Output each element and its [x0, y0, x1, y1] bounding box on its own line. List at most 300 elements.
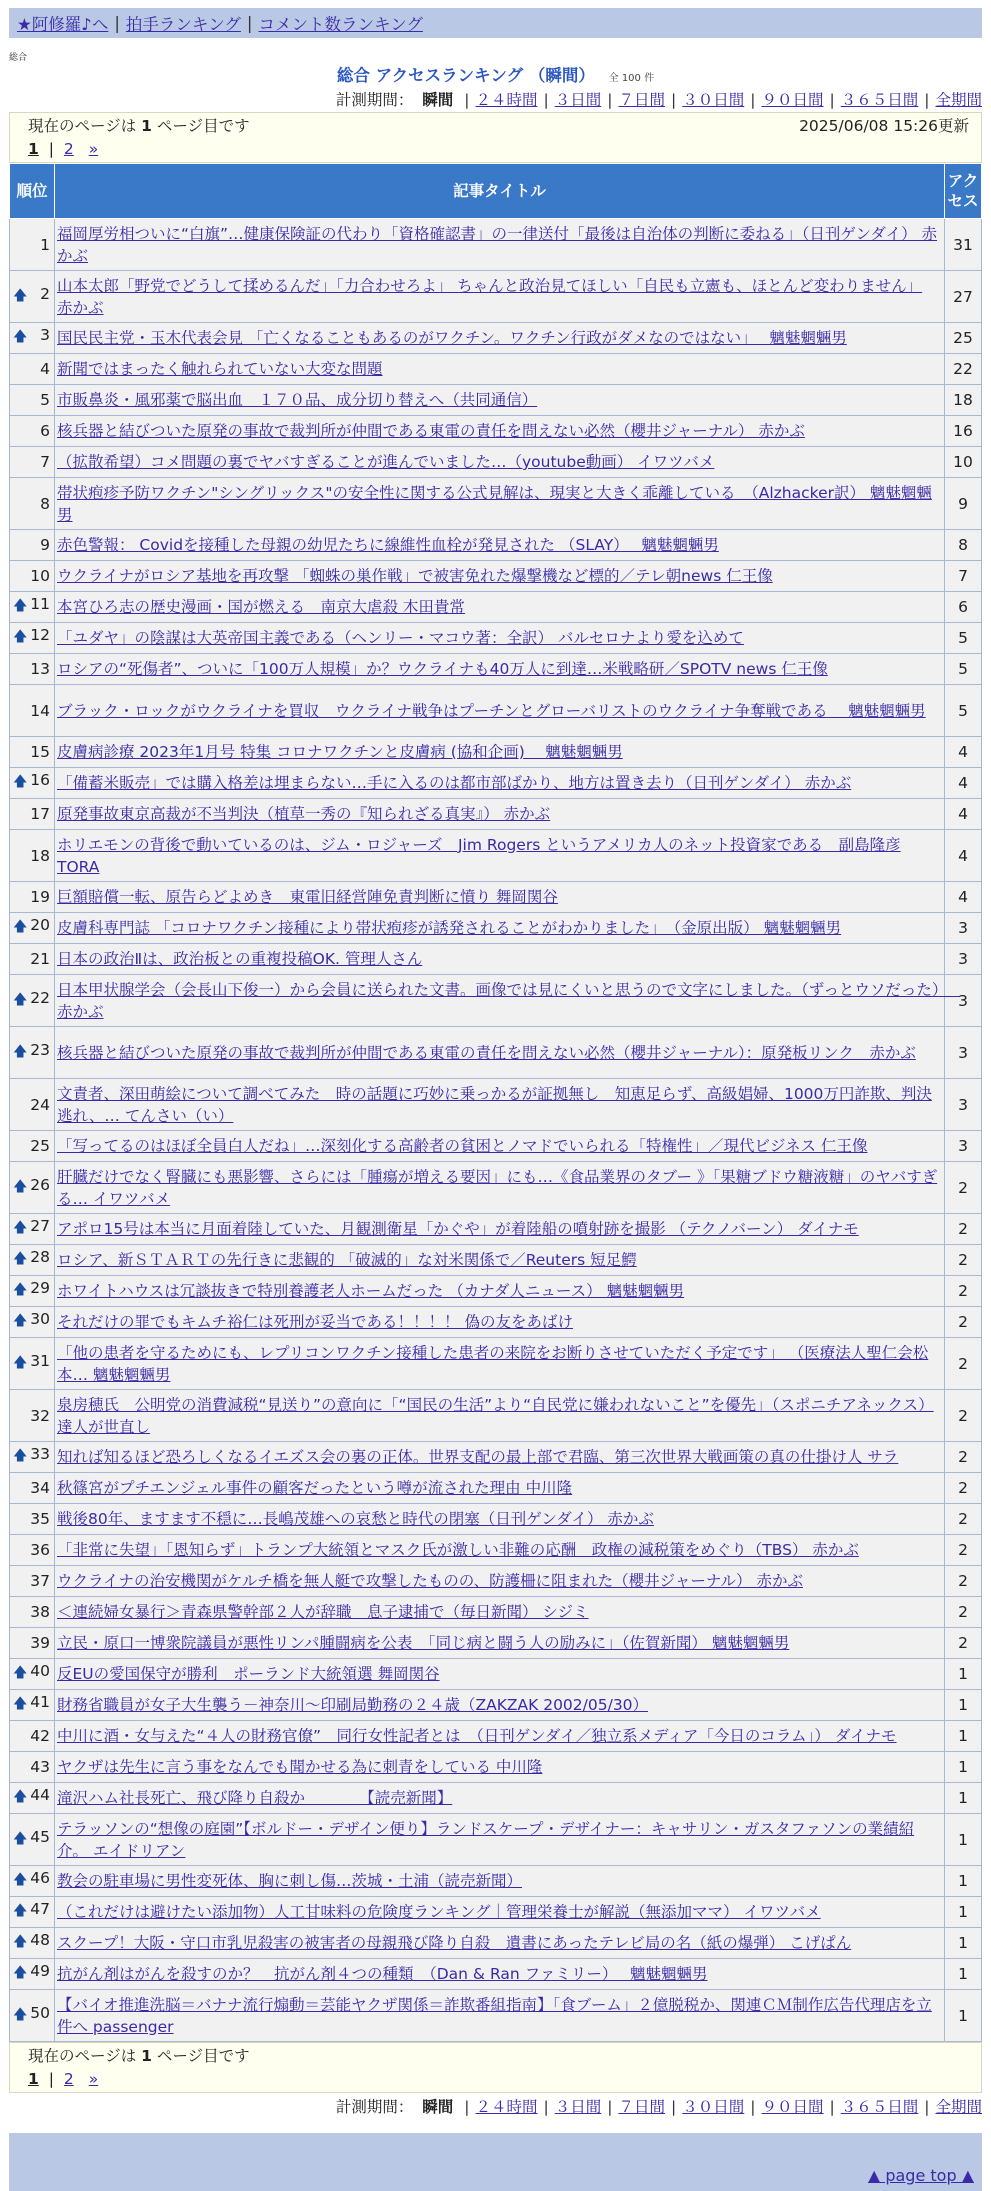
table-row	[10, 1990, 982, 2042]
rank-number: 38	[30, 1603, 50, 1621]
article-link[interactable]: ホワイトハウスは冗談抜きで特別養護老人ホームだった （カナダ人ニュース） 魑魅魍魎男	[57, 1282, 685, 1300]
access-count: 3	[945, 975, 982, 1027]
access-count: 1	[945, 1783, 982, 1814]
article-link[interactable]: 「ユダヤ」の陰謀は大英帝国主義である（ヘンリー・マコウ著：全訳） バルセロナより愛を込めて	[57, 629, 744, 647]
title-cell	[55, 768, 945, 799]
title-cell	[55, 1079, 945, 1131]
up-arrow-icon: 🡅	[13, 1696, 28, 1712]
rank-cell	[10, 354, 55, 385]
access-count: 1	[945, 1721, 982, 1752]
total-count: 全 100 件	[608, 73, 655, 84]
rank-number: 13	[30, 660, 50, 678]
article-link[interactable]: スクープ！大阪・守口市乳児殺害の被害者の母親飛び降り自殺 遺書にあったテレビ局の名（紙の爆弾） こげぱん	[57, 1934, 852, 1952]
article-link[interactable]: 「備蓄米販売」では購入格差は埋まらない…手に入るのは都市部ばかり、地方は置き去り（日刊ゲンダイ） 赤かぶ	[57, 774, 852, 792]
period-selector-bottom	[9, 2095, 982, 2119]
up-arrow-icon: 🡅	[13, 991, 28, 1008]
access-count: 3	[945, 1027, 982, 1079]
title-cell	[55, 1390, 945, 1442]
rank-cell	[10, 685, 55, 737]
article-link[interactable]: それだけの罪でもキムチ裕仁は死刑が妥当である！！！！ 偽の友をあばけ	[57, 1313, 573, 1331]
access-count: 2	[945, 1390, 982, 1442]
rank-number: 26	[30, 1175, 50, 1194]
table-row	[10, 1276, 982, 1307]
page-links-bottom: 1 | 2 »	[28, 2070, 99, 2088]
rank-number: 30	[30, 1310, 50, 1328]
rank-cell	[10, 592, 55, 623]
up-arrow-icon: 🡅	[13, 1043, 28, 1060]
rank-cell	[10, 1866, 55, 1897]
next-page-link[interactable]: »	[88, 140, 99, 158]
article-link[interactable]: 「非常に失望」「恩知らず」トランプ大統領とマスク氏が激しい非難の応酬 政権の減税策をめぐり（TBS） 赤かぶ	[57, 1541, 859, 1559]
table-row	[10, 530, 982, 561]
rank-cell	[10, 323, 55, 354]
article-link[interactable]: ブラック・ロックがウクライナを買収 ウクライナ戦争はプーチンとグローバリストのウクライナ争奪戦である 魑魅魍魎男	[57, 701, 926, 720]
table-row	[10, 416, 982, 447]
period-current: 瞬間	[422, 91, 454, 109]
article-link[interactable]: 【バイオ推進洗脳＝バナナ流行煽動＝芸能ヤクザ関係＝詐欺番組指南】「食ブーム」２億脱税か、関連ＣＭ制作広告代理店を立件へ passenger	[57, 1995, 932, 2036]
page-links: 1 | 2 »	[28, 140, 99, 158]
access-count: 22	[945, 354, 982, 385]
rank-number: 10	[30, 567, 50, 585]
access-count: 5	[945, 685, 982, 737]
access-count: 3	[945, 1079, 982, 1131]
article-link[interactable]: 文責者、深田萌絵について調べてみた 時の話題に巧妙に乗っかるが証拠無し 知恵足らず、高級娼婦、1000万円詐欺、判決逃れ、… てんさい（い）	[57, 1084, 932, 1125]
title-cell	[55, 975, 961, 1027]
top-nav-bar: ★阿修羅♪へ | 拍手ランキング | コメント数ランキング	[9, 8, 982, 38]
article-link[interactable]: 立民・原口一博衆院議員が悪性リンパ腫闘病を公表 「同じ病と闘う人の励みに」（佐賀新聞） 魑魅魍魎男	[57, 1634, 790, 1652]
title-cell	[55, 447, 945, 478]
table-row	[10, 1390, 982, 1442]
access-count: 3	[945, 944, 982, 975]
table-row	[10, 830, 982, 882]
table-row	[10, 768, 982, 799]
table-row	[10, 799, 982, 830]
rank-cell	[10, 1897, 55, 1928]
up-arrow-icon: 🡅	[13, 1903, 28, 1919]
period-link-3[interactable]: ３０日間	[682, 91, 745, 109]
rank-number: 22	[30, 988, 50, 1007]
title-cell	[55, 1566, 945, 1597]
article-link[interactable]: ＜連続婦女暴行＞青森県警幹部２人が辞職 息子逮捕で（毎日新聞） シジミ	[57, 1603, 589, 1621]
title-cell	[55, 1690, 945, 1721]
title-cell	[55, 1752, 945, 1783]
article-link[interactable]: 秋篠宮がプチエンジェル事件の顧客だったという噂が流された理由 中川隆	[57, 1479, 573, 1497]
rank-number: 5	[40, 391, 50, 409]
article-link[interactable]: 日本甲状腺学会（会長山下俊一）から会員に送られた文書。画像では見にくいと思うので文字にしました。（ずっとウソだった） 赤かぶ	[57, 980, 961, 1021]
rank-cell	[10, 830, 55, 882]
article-link[interactable]: 本宮ひろ志の歴史漫画・国が燃える 南京大虐殺 木田貴常	[57, 598, 465, 616]
article-link[interactable]: 反EUの愛国保守が勝利 ポーランド大統領選 舞岡関谷	[57, 1665, 440, 1683]
title-cell	[55, 1959, 945, 1990]
rank-number: 18	[30, 846, 50, 865]
rank-number: 25	[30, 1137, 50, 1155]
up-arrow-icon: 🡅	[13, 1313, 28, 1329]
article-link[interactable]: ホリエモンの背後で動いているのは、ジム・ロジャーズ Jim Rogers というアメリカ人のネット投資家である 副島隆彦 TORA	[57, 835, 901, 876]
rank-cell	[10, 219, 55, 271]
article-link[interactable]: 帯状疱疹予防ワクチン"シングリックス"の安全性に関する公式見解は、現実と大きく乖離している （Alzhacker訳） 魑魅魍魎男	[57, 483, 932, 524]
access-count: 5	[945, 623, 982, 654]
title-cell	[55, 1628, 945, 1659]
period-selector-top	[9, 88, 982, 112]
title-cell	[55, 1721, 945, 1752]
table-row	[10, 685, 982, 737]
article-link[interactable]: ロシア、新ＳＴＡＲＴの先行きに悲観的 「破滅的」な対米関係で／Reuters 短足鰐	[57, 1251, 637, 1269]
access-count: 1	[945, 1752, 982, 1783]
article-link[interactable]: 肝臓だけでなく腎臓にも悪影響、さらには「腫瘍が増える要因」にも…《食品業界のタブー 》「果糖ブドウ糖液糖」のヤバすぎる… イワツバメ	[57, 1167, 938, 1208]
home-link[interactable]: ★阿修羅♪へ	[17, 15, 109, 34]
title-header: 記事タイトル	[55, 164, 945, 219]
rank-cell	[10, 623, 55, 654]
access-count: 6	[945, 592, 982, 623]
access-count: 2	[945, 1504, 982, 1535]
comment-ranking-link[interactable]: コメント数ランキング	[258, 15, 423, 34]
period-link-6[interactable]: 全期間	[935, 91, 982, 109]
period-link-3-bottom[interactable]: ３０日間	[682, 2098, 745, 2116]
rank-number: 46	[30, 1869, 50, 1887]
title-cell	[55, 219, 945, 271]
access-count: 3	[945, 1131, 982, 1162]
title-cell	[55, 561, 945, 592]
access-count: 16	[945, 416, 982, 447]
page-link-1: 1	[28, 140, 39, 158]
access-count: 1	[945, 1990, 982, 2042]
rank-cell	[10, 1566, 55, 1597]
article-link[interactable]: 核兵器と結びついた原発の事故で裁判所が仲間である東電の責任を問えない必然（櫻井ジャーナル） 赤かぶ	[57, 422, 805, 440]
article-link[interactable]: 皮膚科専門誌 「コロナワクチン接種により帯状疱疹が誘発されることがわかりました」 （金原出版） 魑魅魍魎男	[57, 919, 842, 937]
title-cell	[55, 737, 945, 768]
rank-number: 31	[30, 1351, 50, 1370]
section-tag: 総合	[9, 53, 28, 63]
rank-cell	[10, 1752, 55, 1783]
rank-cell	[10, 385, 55, 416]
period-link-4-bottom[interactable]: ９０日間	[761, 2098, 824, 2116]
rank-number: 36	[30, 1541, 50, 1559]
rank-cell	[10, 1959, 55, 1990]
article-link[interactable]: 教会の駐車場に男性変死体、胸に刺し傷…茨城・土浦（読売新聞）	[57, 1872, 523, 1890]
article-link[interactable]: 新聞ではまったく触れられていない大変な問題	[57, 360, 383, 378]
article-link[interactable]: 市販鼻炎・風邪薬で脳出血 １７０品、成分切り替えへ（共同通信）	[57, 391, 538, 409]
access-count: 1	[945, 1659, 982, 1690]
up-arrow-icon: 🡅	[13, 1448, 28, 1464]
article-link[interactable]: 「他の患者を守るためにも、レプリコンワクチン接種した患者の来院をお断りさせていただく予定です」 （医療法人聖仁会松本… 魑魅魍魎男	[57, 1343, 929, 1384]
table-row	[10, 1442, 982, 1473]
article-link[interactable]: 戦後80年、ますます不穏に…長嶋茂雄への哀愁と時代の閉塞（日刊ゲンダイ） 赤かぶ	[57, 1510, 654, 1528]
rank-number: 2	[40, 284, 50, 303]
page-title	[9, 64, 982, 88]
table-row	[10, 1535, 982, 1566]
access-count: 1	[945, 1814, 982, 1866]
current-page-text	[28, 115, 250, 138]
article-link[interactable]: ウクライナがロシア基地を再攻撃 「蜘蛛の巣作戦」で被害免れた爆撃機など標的／テレ朝news 仁王像	[57, 567, 773, 585]
table-row	[10, 1928, 982, 1959]
access-count: 9	[945, 478, 982, 530]
access-count: 1	[945, 1897, 982, 1928]
up-arrow-icon: 🡅	[13, 1789, 28, 1805]
title-cell	[55, 478, 945, 530]
article-link[interactable]: テラッソンの“想像の庭園”【ボルドー・デザイン便り】ランドスケープ・デザイナー：キャサリン・ガスタファソンの業績紹介。 エイドリアン	[57, 1819, 915, 1860]
access-count: 2	[945, 1338, 982, 1390]
up-arrow-icon: 🡅	[13, 598, 28, 614]
period-current-bottom: 瞬間	[422, 2098, 454, 2116]
rank-cell	[10, 530, 55, 561]
title-cell	[55, 1162, 945, 1214]
table-row	[10, 1473, 982, 1504]
table-row	[10, 385, 982, 416]
title-cell	[55, 385, 945, 416]
article-link[interactable]: 国民民主党・玉木代表会見 「亡くなることもあるのがワクチン。ワクチン行政がダメなのではない」 魑魅魍魎男	[57, 329, 847, 347]
article-link[interactable]: ヤクザは先生に言う事をなんでも聞かせる為に刺青をしている 中川隆	[57, 1758, 543, 1776]
period-link-6-bottom[interactable]: 全期間	[935, 2098, 982, 2116]
period-links-bottom: | ２４時間 | ３日間 | ７日間 | ３０日間 | ９０日間 | ３６５日間 | 全期間	[464, 2098, 982, 2116]
current-page-number: 1	[141, 117, 152, 135]
rank-number: 15	[30, 743, 50, 761]
rank-cell	[10, 1659, 55, 1690]
period-link-5-bottom[interactable]: ３６５日間	[840, 2098, 919, 2116]
access-count: 18	[945, 385, 982, 416]
rank-number: 43	[30, 1758, 50, 1776]
table-row	[10, 478, 982, 530]
table-row	[10, 1504, 982, 1535]
rank-cell	[10, 1245, 55, 1276]
article-link[interactable]: 原発事故東京高裁が不当判決（植草一秀の『知られざる真実』） 赤かぶ	[57, 805, 551, 823]
rank-number: 19	[30, 888, 50, 906]
title-cell	[55, 1442, 945, 1473]
access-count: 2	[945, 1628, 982, 1659]
rank-cell	[10, 1597, 55, 1628]
rank-cell	[10, 1338, 55, 1390]
rank-number: 47	[30, 1900, 50, 1918]
article-link[interactable]: 皮膚病診療 2023年1月号 特集 コロナワクチンと皮膚病 (協和企画) 魑魅魍魎男	[57, 743, 623, 761]
table-row	[10, 1721, 982, 1752]
access-count: 2	[945, 1276, 982, 1307]
rank-cell	[10, 1814, 55, 1866]
title-cell	[55, 1814, 945, 1866]
rank-number: 35	[30, 1510, 50, 1528]
up-arrow-icon: 🡅	[13, 919, 28, 935]
article-link[interactable]: 福岡厚労相ついに“白旗”…健康保険証の代わり「資格確認書」の一律送付「最後は自治体の判断に委ねる」（日刊ゲンダイ） 赤かぶ	[57, 224, 938, 265]
period-links: | ２４時間 | ３日間 | ７日間 | ３０日間 | ９０日間 | ３６５日間 | 全期間	[464, 91, 982, 109]
title-cell	[55, 416, 945, 447]
title-cell	[55, 592, 945, 623]
table-row	[10, 1027, 982, 1079]
article-link[interactable]: 滝沢ハム社長死亡、飛び降り自殺か 【読売新聞】	[57, 1789, 453, 1807]
table-row	[10, 1131, 982, 1162]
title-cell	[55, 1276, 945, 1307]
period-link-0-bottom[interactable]: ２４時間	[475, 2098, 538, 2116]
article-link[interactable]: 山本太郎「野党でどうして揉めるんだ」「力合わせろよ」 ちゃんと政治見てほしい「自民も立憲も、ほとんど変わりません」 赤かぶ	[57, 276, 923, 317]
rank-cell	[10, 1442, 55, 1473]
rank-cell	[10, 478, 55, 530]
rank-cell	[10, 1690, 55, 1721]
title-cell	[55, 654, 945, 685]
period-link-0[interactable]: ２４時間	[475, 91, 538, 109]
title-cell	[55, 1535, 945, 1566]
table-row	[10, 1597, 982, 1628]
title-cell	[55, 1928, 945, 1959]
rank-number: 14	[30, 701, 50, 720]
access-count: 2	[945, 1162, 982, 1214]
access-count: 2	[945, 1566, 982, 1597]
table-row	[10, 882, 982, 913]
rank-cell	[10, 975, 55, 1027]
rank-number: 20	[30, 916, 50, 934]
article-link[interactable]: 財務省職員が女子大生襲う－神奈川～印刷局勤務の２４歳（ZAKZAK 2002/05/30）	[57, 1696, 649, 1714]
rank-number: 33	[30, 1445, 50, 1463]
rank-cell	[10, 1504, 55, 1535]
updated-timestamp: 2025/06/08 15:26更新	[799, 117, 969, 135]
table-row	[10, 1162, 982, 1214]
rank-number: 44	[30, 1786, 50, 1804]
table-row	[10, 913, 982, 944]
rank-cell	[10, 1535, 55, 1566]
up-arrow-icon: 🡅	[13, 774, 28, 790]
up-arrow-icon: 🡅	[13, 1178, 28, 1195]
period-link-4[interactable]: ９０日間	[761, 91, 824, 109]
page-link-2[interactable]: 2	[63, 140, 74, 158]
page-top-link[interactable]: ▲ page top ▲	[867, 2166, 974, 2185]
table-row	[10, 219, 982, 271]
access-count: 31	[945, 219, 982, 271]
article-link[interactable]: 日本の政治Ⅱは、政治板との重複投稿OK. 管理人さん	[57, 950, 423, 968]
up-arrow-icon: 🡅	[13, 287, 28, 304]
access-count: 7	[945, 561, 982, 592]
rank-number: 29	[30, 1279, 50, 1297]
article-link[interactable]: （拡散希望）コメ問題の裏でヤバすぎることが進んでいました…（youtube動画） イワツバメ	[57, 453, 715, 471]
rank-cell	[10, 882, 55, 913]
title-cell	[55, 1597, 945, 1628]
up-arrow-icon: 🡅	[13, 329, 28, 345]
table-row	[10, 1659, 982, 1690]
period-link-1-bottom[interactable]: ３日間	[554, 2098, 602, 2116]
access-count: 2	[945, 1535, 982, 1566]
article-link[interactable]: 「写ってるのはほぼ全員白人だね」…深刻化する高齢者の貧困とノマドでいられる「特権性」／現代ビジネス 仁王像	[57, 1137, 868, 1155]
access-count: 8	[945, 530, 982, 561]
article-link[interactable]: 知れば知るほど恐ろしくなるイエズス会の裏の正体。世界支配の最上部で君臨、第三次世界大戦画策の真の仕掛け人 サラ	[57, 1448, 899, 1466]
article-link[interactable]: 巨額賠償一転、原告らどよめき 東電旧経営陣免責判断に憤り 舞岡関谷	[57, 888, 558, 906]
rank-cell	[10, 1390, 55, 1442]
access-count: 1	[945, 1690, 982, 1721]
rank-number: 27	[30, 1217, 50, 1235]
applause-ranking-link[interactable]: 拍手ランキング	[125, 15, 241, 34]
title-cell	[55, 1214, 945, 1245]
rank-number: 39	[30, 1634, 50, 1652]
rank-cell	[10, 799, 55, 830]
up-arrow-icon: 🡅	[13, 1934, 28, 1950]
rank-number: 34	[30, 1479, 50, 1497]
article-link[interactable]: （これだけは避けたい添加物）人工甘味料の危険度ランキング｜管理栄養士が解説（無添加ママ） イワツバメ	[57, 1903, 821, 1921]
table-row	[10, 1690, 982, 1721]
rank-cell	[10, 1628, 55, 1659]
rank-number: 42	[30, 1727, 50, 1745]
ranking-rows	[10, 219, 982, 2042]
period-link-5[interactable]: ３６５日間	[840, 91, 919, 109]
table-row	[10, 1245, 982, 1276]
article-link[interactable]: 核兵器と結びついた原発の事故で裁判所が仲間である東電の責任を問えない必然（櫻井ジャーナル）：原発板リンク 赤かぶ	[57, 1043, 916, 1062]
rank-cell	[10, 1276, 55, 1307]
access-count: 25	[945, 323, 982, 354]
page-title-text: 総合 アクセスランキング （瞬間）	[336, 66, 595, 85]
article-link[interactable]: アポロ15号は本当に月面着陸していた、月観測衛星「かぐや」が着陸船の噴射跡を撮影 （テクノバーン） ダイナモ	[57, 1220, 859, 1238]
up-arrow-icon: 🡅	[13, 1282, 28, 1298]
table-row	[10, 1566, 982, 1597]
rank-number: 17	[30, 805, 50, 823]
rank-cell	[10, 944, 55, 975]
access-count: 2	[945, 1307, 982, 1338]
rank-cell	[10, 768, 55, 799]
page-link-2-bottom[interactable]: 2	[63, 2070, 74, 2088]
title-cell	[55, 1473, 945, 1504]
rank-number: 6	[40, 422, 50, 440]
table-row	[10, 944, 982, 975]
table-row	[10, 1959, 982, 1990]
table-row	[10, 654, 982, 685]
title-cell	[55, 913, 945, 944]
table-row	[10, 592, 982, 623]
rank-number: 7	[40, 453, 50, 471]
up-arrow-icon: 🡅	[13, 1251, 28, 1267]
current-page-prefix-bottom: 現在のページは	[28, 2047, 137, 2065]
table-row	[10, 1814, 982, 1866]
article-link[interactable]: ロシアの“死傷者”、ついに「100万人規模」か？ウクライナも40万人に到達…米戦略研／SPOTV news 仁王像	[57, 660, 828, 678]
access-count: 4	[945, 882, 982, 913]
article-link[interactable]: ウクライナの治安機関がケルチ橋を無人艇で攻撃したものの、防護柵に阻まれた（櫻井ジャーナル） 赤かぶ	[57, 1572, 803, 1590]
period-link-1[interactable]: ３日間	[554, 91, 602, 109]
title-cell	[55, 1783, 945, 1814]
table-row	[10, 1752, 982, 1783]
rank-number: 49	[30, 1962, 50, 1980]
rank-cell	[10, 1783, 55, 1814]
title-cell	[55, 1659, 945, 1690]
up-arrow-icon: 🡅	[13, 1220, 28, 1236]
article-link[interactable]: 泉房穂氏 公明党の消費減税“見送り”の意向に「“国民の生活”より“自民党に嫌われないこと”を優先」（スポニチアネックス） 達人が世直し	[57, 1395, 934, 1436]
table-row	[10, 354, 982, 385]
rank-number: 11	[30, 595, 50, 613]
table-row	[10, 1214, 982, 1245]
rank-cell	[10, 737, 55, 768]
table-row	[10, 447, 982, 478]
table-row	[10, 623, 982, 654]
current-page-suffix: ページ目です	[156, 117, 250, 135]
access-count: 27	[945, 271, 982, 323]
period-link-2[interactable]: ７日間	[618, 91, 665, 109]
rank-number: 9	[40, 536, 50, 554]
pager-bottom	[9, 2042, 982, 2093]
article-link[interactable]: 赤色警報： Covidを接種した母親の幼児たちに線維性血栓が発見された （SLAY） 魑魅魍魎男	[57, 536, 719, 554]
access-count: 4	[945, 799, 982, 830]
article-link[interactable]: 抗がん剤はがんを殺すのか？ 抗がん剤４つの種類 （Dan & Ran ファミリー） 魑魅魍魎男	[57, 1965, 708, 1983]
rank-number: 50	[30, 2003, 50, 2022]
rank-number: 23	[30, 1040, 50, 1059]
title-cell	[55, 1897, 945, 1928]
table-row	[10, 1866, 982, 1897]
current-page-text-bottom	[28, 2045, 250, 2068]
rank-cell	[10, 271, 55, 323]
table-row	[10, 1338, 982, 1390]
rank-number: 8	[40, 494, 50, 513]
rank-cell	[10, 561, 55, 592]
rank-cell	[10, 416, 55, 447]
title-cell	[55, 1245, 945, 1276]
up-arrow-icon: 🡅	[13, 1354, 28, 1371]
access-count: 4	[945, 830, 982, 882]
period-link-2-bottom[interactable]: ７日間	[618, 2098, 665, 2116]
next-page-link-bottom[interactable]: »	[88, 2070, 99, 2088]
article-link[interactable]: 中川に酒・女与えた“４人の財務官僚” 同行女性記者とは （日刊ゲンダイ／独立系メディア「今日のコラム」） ダイナモ	[57, 1727, 897, 1745]
access-count: 2	[945, 1597, 982, 1628]
current-page-prefix: 現在のページは	[28, 117, 137, 135]
up-arrow-icon: 🡅	[13, 1965, 28, 1981]
table-row	[10, 1897, 982, 1928]
